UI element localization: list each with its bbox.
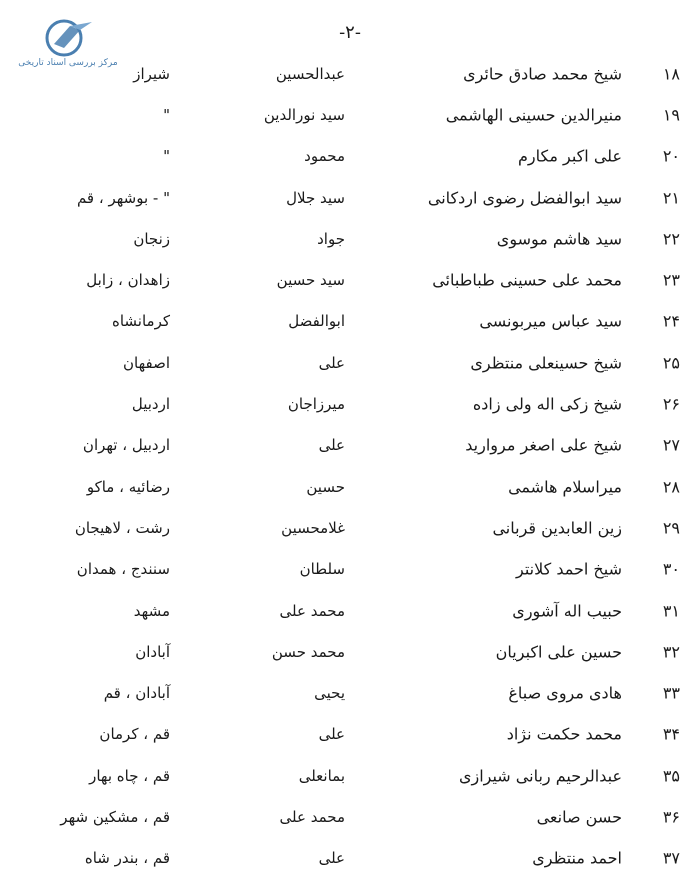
city: رضائیه ، ماکو xyxy=(86,477,170,496)
father-name: علی xyxy=(318,353,345,372)
city: شیراز xyxy=(133,64,170,83)
person-name: شیخ زکی اله ولی زاده xyxy=(472,394,622,414)
father-name: یحیی xyxy=(314,684,345,703)
list-item xyxy=(0,796,700,837)
city: اصفهان xyxy=(123,353,170,372)
father-name: علی xyxy=(318,725,345,744)
father-name: علی xyxy=(318,849,345,868)
father-name: ابوالفضل xyxy=(288,312,345,331)
city: رشت ، لاهیجان xyxy=(74,518,170,537)
list-item xyxy=(0,218,700,259)
city: کرمانشاه xyxy=(111,312,170,331)
list-item xyxy=(0,507,700,548)
person-name: شیخ احمد کلانتر xyxy=(516,559,622,579)
list-item xyxy=(0,672,700,713)
city: قم ، چاه بهار xyxy=(89,766,170,785)
city: مشهد xyxy=(133,601,170,620)
city: قم ، مشکین شهر xyxy=(60,807,170,826)
list-item xyxy=(0,177,700,218)
city: آبادان ، قم xyxy=(103,684,170,703)
person-name: شیخ علی اصغر مروارید xyxy=(465,435,622,455)
father-name: سلطان xyxy=(299,560,345,579)
father-name: سید جلال xyxy=(286,188,345,207)
row-number: ۲۴ xyxy=(662,311,680,331)
row-number: ۲۰ xyxy=(662,146,680,166)
city: زنجان xyxy=(133,229,170,248)
row-number: ۳۵ xyxy=(662,766,680,786)
row-number: ۱۹ xyxy=(662,105,680,125)
logo-caption: مرکز بررسی اسناد تاریخی xyxy=(18,58,118,68)
father-name: محمد علی xyxy=(279,601,345,620)
row-number: ۲۸ xyxy=(662,477,680,497)
row-number: ۳۴ xyxy=(662,724,680,744)
row-number: ۲۲ xyxy=(662,229,680,249)
person-name: زین العابدین قربانی xyxy=(492,518,622,538)
row-number: ۲۷ xyxy=(662,435,680,455)
person-name: علی اکبر مکارم xyxy=(518,146,622,166)
page-number: -۲- xyxy=(339,22,361,43)
city: اردبیل ، تهران xyxy=(82,436,170,455)
list-item xyxy=(0,259,700,300)
row-number: ۱۸ xyxy=(662,64,680,84)
row-number: ۳۳ xyxy=(662,683,680,703)
list-item xyxy=(0,755,700,796)
father-name: علی xyxy=(318,436,345,455)
father-name: بمانعلی xyxy=(298,766,345,785)
list-item xyxy=(0,838,700,879)
list-item xyxy=(0,631,700,672)
city: سنندج ، همدان xyxy=(76,560,170,579)
city: " - بوشهر ، قم xyxy=(76,188,170,207)
person-name: هادی مروی صباغ xyxy=(508,683,622,703)
list-item xyxy=(0,301,700,342)
list-item xyxy=(0,53,700,94)
person-name: محمد حکمت نژاد xyxy=(506,724,622,744)
row-number: ۲۳ xyxy=(662,270,680,290)
father-name: میرزاجان xyxy=(287,395,345,414)
list-item xyxy=(0,136,700,177)
father-name: جواد xyxy=(317,229,345,248)
row-number: ۲۹ xyxy=(662,518,680,538)
city: اردبیل xyxy=(131,395,170,414)
father-name: محمد حسن xyxy=(271,642,345,661)
person-name: سید ابوالفضل رضوی اردکانی xyxy=(427,188,622,208)
list-item xyxy=(0,714,700,755)
row-number: ۳۲ xyxy=(662,642,680,662)
city: آبادان xyxy=(135,642,170,661)
list-item xyxy=(0,549,700,590)
person-name: سید عباس میربونسی xyxy=(479,311,622,331)
person-name: محمد علی حسینی طباطبائی xyxy=(432,270,622,290)
city: قم ، بندر شاه xyxy=(84,849,170,868)
father-name: سید نورالدین xyxy=(263,105,345,124)
person-name: احمد منتظری xyxy=(532,848,622,868)
person-name: حسین علی اکبریان xyxy=(495,642,622,662)
row-number: ۳۰ xyxy=(662,559,680,579)
person-name: حبیب اله آشوری xyxy=(512,601,622,620)
person-name: میراسلام هاشمی xyxy=(508,477,622,497)
row-number: ۳۱ xyxy=(662,601,680,620)
row-number: ۲۱ xyxy=(662,188,680,208)
father-name: حسین xyxy=(306,477,345,496)
city: " xyxy=(163,147,170,166)
list-item xyxy=(0,94,700,135)
list-item xyxy=(0,466,700,507)
list-item xyxy=(0,590,700,631)
list-item xyxy=(0,383,700,424)
father-name: سید حسین xyxy=(276,271,345,290)
person-name: منیرالدین حسینی الهاشمی xyxy=(445,105,622,125)
row-number: ۳۷ xyxy=(662,848,680,868)
person-name: عبدالرحیم ربانی شیرازی xyxy=(458,766,622,786)
father-name: غلامحسین xyxy=(281,518,345,537)
person-name: حسن صانعی xyxy=(536,807,622,827)
row-number: ۲۵ xyxy=(662,353,680,373)
father-name: محمد علی xyxy=(279,807,345,826)
father-name: عبدالحسین xyxy=(275,64,345,83)
list-item xyxy=(0,425,700,466)
row-number: ۲۶ xyxy=(662,394,680,414)
father-name: محمود xyxy=(304,147,345,166)
city: " xyxy=(163,105,170,124)
list-item xyxy=(0,342,700,383)
person-name: شیخ حسینعلی منتظری xyxy=(470,353,622,373)
city: قم ، کرمان xyxy=(99,725,170,744)
person-name: شیخ محمد صادق حائری xyxy=(463,64,622,84)
person-name: سید هاشم موسوی xyxy=(496,229,622,249)
city: زاهدان ، زابل xyxy=(86,271,170,290)
row-number: ۳۶ xyxy=(662,807,680,827)
name-list xyxy=(0,53,700,879)
